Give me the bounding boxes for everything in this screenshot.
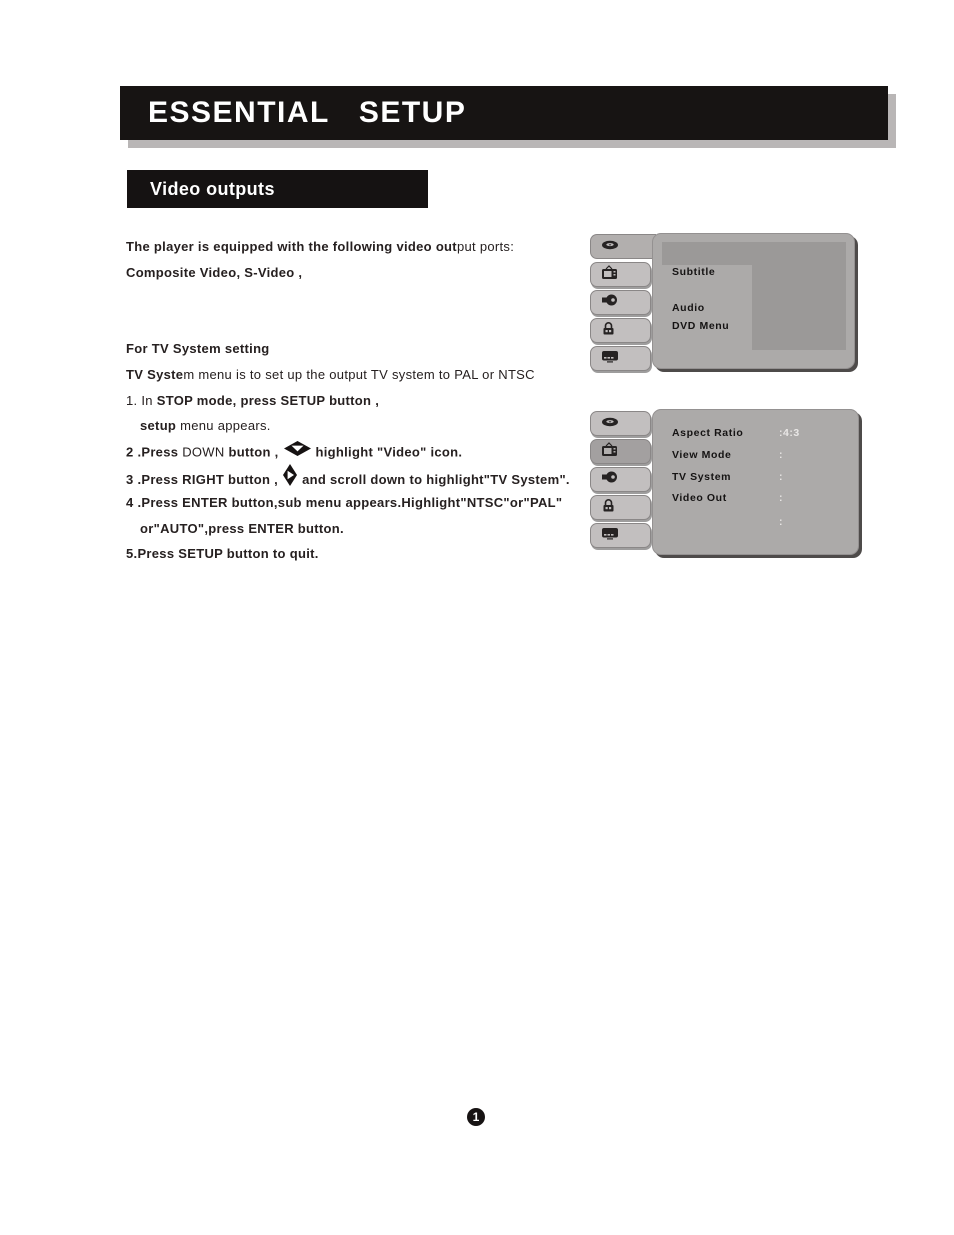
osd-row-label: TV System (672, 471, 732, 483)
tv-icon (601, 442, 618, 462)
osd-menu-video (590, 409, 860, 556)
osd-row-value: : (779, 449, 783, 461)
lock-icon (601, 498, 616, 518)
osd-item-dvd-menu: DVD Menu (672, 320, 730, 332)
page-title-bar (120, 86, 888, 140)
step-1-line-2: setup menu appears. (140, 418, 271, 434)
sidebar-tab-display (590, 346, 651, 371)
osd-value-column (752, 265, 846, 350)
osd-row-label: Aspect Ratio (672, 427, 744, 439)
osd-highlight-bar (662, 242, 846, 265)
blank-line (126, 311, 606, 337)
sidebar-tab-lock (590, 318, 651, 343)
section-title-bar (127, 170, 428, 208)
display-icon (601, 527, 619, 545)
page-number-badge (467, 1108, 485, 1126)
section-title: Video outputs (150, 178, 275, 199)
sidebar-tab-disc (590, 234, 656, 259)
display-icon (601, 350, 619, 368)
sidebar-tab-video (590, 262, 651, 287)
intro-line-1: The player is equipped with the following video output ports: (126, 239, 515, 254)
sidebar-tab-video (590, 439, 651, 464)
osd-item-subtitle: Subtitle (672, 266, 716, 278)
disc-icon (601, 238, 619, 256)
osd-row-value: : (779, 492, 783, 504)
tv-system-description: TV System menu is to set up the output TV system to PAL or NTSC (126, 366, 535, 382)
sidebar-tab-audio (590, 290, 651, 315)
blank-line (126, 285, 606, 311)
osd-menu-language (590, 232, 860, 370)
step-4-line-2: or"AUTO",press ENTER button. (140, 520, 344, 536)
speaker-icon (601, 293, 618, 312)
osd-panel-video (652, 409, 859, 555)
nav-updown-icon (284, 439, 311, 465)
step-5: 5.Press SETUP button to quit. (126, 546, 319, 562)
step-3: 3 .Press RIGHT button , and scroll down to highlight"TV System". (126, 464, 606, 490)
tv-icon (601, 265, 618, 285)
tv-system-heading: For TV System setting (126, 341, 270, 357)
sidebar-tab-display (590, 523, 651, 548)
disc-icon (601, 415, 619, 433)
lock-icon (601, 321, 616, 341)
sidebar-tab-audio (590, 467, 651, 492)
osd-panel-language (652, 233, 855, 369)
osd-row-label: Video Out (672, 492, 727, 504)
step-4-line-1: 4 .Press ENTER button,sub menu appears.Highlight"NTSC"or"PAL" (126, 494, 563, 510)
osd-row-value: : (779, 516, 783, 528)
osd-row-value: :4:3 (779, 427, 800, 439)
step-1-line-1: 1. In STOP mode, press SETUP button , (126, 392, 380, 408)
sidebar-tab-disc (590, 411, 651, 436)
step-2: 2 .Press DOWN button , highlight "Video" icon. (126, 439, 606, 465)
body-text (126, 234, 606, 567)
page-title: ESSENTIAL SETUP (148, 96, 467, 129)
osd-item-audio: Audio (672, 302, 705, 314)
intro-line-2: Composite Video, S-Video , (126, 264, 303, 280)
speaker-icon (601, 470, 618, 489)
osd-row-value: : (779, 471, 783, 483)
osd-row-label: View Mode (672, 449, 732, 461)
page-number: 1 (472, 1110, 480, 1124)
sidebar-tab-lock (590, 495, 651, 520)
